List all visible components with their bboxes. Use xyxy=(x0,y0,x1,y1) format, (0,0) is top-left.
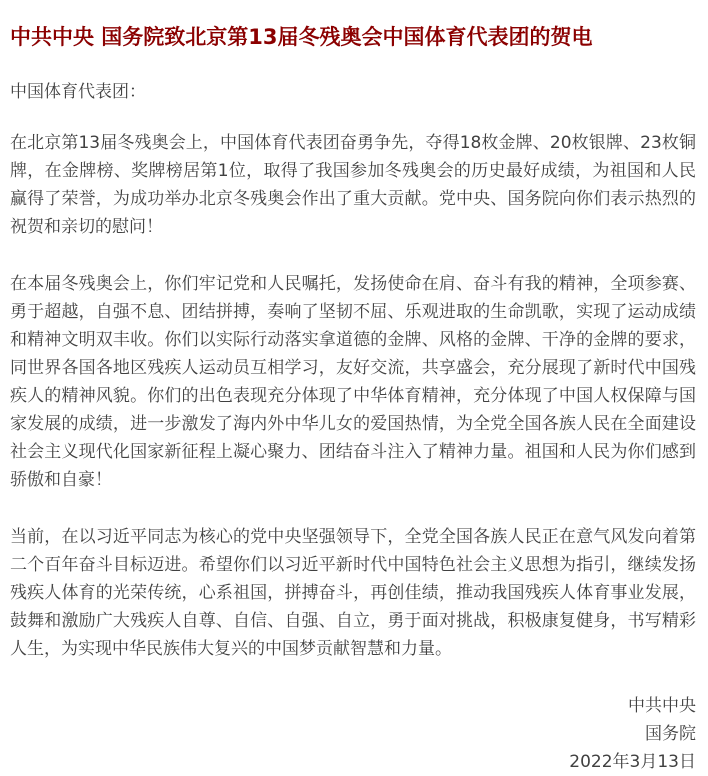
paragraph-3: 当前，在以习近平同志为核心的党中央坚强领导下，全党全国各族人民正在意气风发向着第二个百年奋斗目标迈进。希望你们以习近平新时代中国特色社会主义思想为指引，继续发扬残疾人体育的光荣传统，心系祖国，拼搏奋斗，再创佳绩，推动我国残疾人体育事业发展，鼓舞和激励广大残疾人自尊、自信、自强、自立，勇于面对挑战，积极康复健身，书写精彩人生，为实现中华民族伟大复兴的中国梦贡献智慧和力量。 xyxy=(10,527,696,659)
signature-block xyxy=(10,692,696,776)
salutation: 中国体育代表团： xyxy=(10,82,146,102)
signature-org-state-council: 国务院 xyxy=(645,724,696,744)
paragraph-1: 在北京第13届冬残奥会上，中国体育代表团奋勇争先，夺得18枚金牌、20枚银牌、23枚铜牌，在金牌榜、奖牌榜居第1位，取得了我国参加冬残奥会的历史最好成绩，为祖国和人民赢得了荣誉，为成功举办北京冬残奥会作出了重大贡献。党中央、国务院向你们表示热烈的祝贺和亲切的慰问！ xyxy=(10,133,696,237)
signature-date: 2022年3月13日 xyxy=(569,752,696,772)
article-title: 中共中央 国务院致北京第13届冬残奥会中国体育代表团的贺电 xyxy=(10,25,593,49)
signature-org-cpc-central-committee: 中共中央 xyxy=(628,696,696,716)
paragraph-2: 在本届冬残奥会上，你们牢记党和人民嘱托，发扬使命在肩、奋斗有我的精神，全项参赛、勇于超越，自强不息、团结拼搏，奏响了坚韧不屈、乐观进取的生命凯歌，实现了运动成绩和精神文明双丰收。你们以实际行动落实拿道德的金牌、风格的金牌、干净的金牌的要求，同世界各国各地区残疾人运动员互相学习，友好交流，共享盛会，充分展现了新时代中国残疾人的精神风貌。你们的出色表现充分体现了中华体育精神，充分体现了中国人权保障与国家发展的成绩，进一步激发了海内外中华儿女的爱国热情，为全党全国各族人民在全面建设社会主义现代化国家新征程上凝心聚力、团结奋斗注入了精神力量。祖国和人民为你们感到骄傲和自豪！ xyxy=(10,274,696,490)
